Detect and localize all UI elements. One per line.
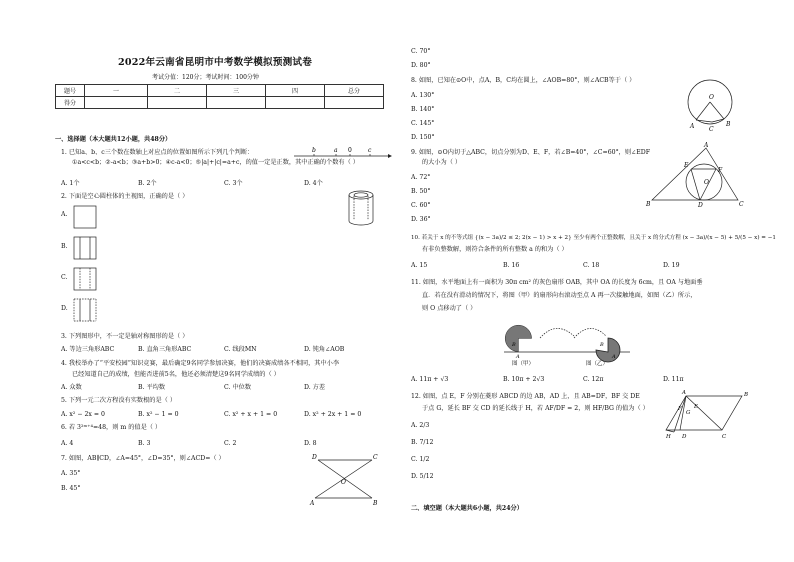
axis-label: a bbox=[334, 147, 338, 154]
option: D. 钝角∠AOB bbox=[304, 346, 345, 353]
option: B. 45° bbox=[61, 485, 81, 492]
point-label: A bbox=[310, 500, 315, 507]
table-cell bbox=[325, 97, 384, 109]
point-label: O bbox=[341, 479, 346, 486]
option: C. 3个 bbox=[224, 180, 243, 187]
question-10-line-2: 有非负整数解，则符合条件的所有整数 a 的和为（ ） bbox=[422, 246, 568, 253]
question-12: 12. 如图，点 E，F 分别在菱形 ABCD 的边 AB，AD 上，且 AB=DF，BF 交 DE bbox=[411, 393, 640, 400]
question-8: 8. 如图，已知在⊙O中，点A，B，C均在圆上，∠AOB=80°，则∠ACB等于（ ） bbox=[411, 77, 636, 84]
option: B. 10π + 2√3 bbox=[503, 376, 545, 383]
option-a-figure bbox=[72, 204, 98, 230]
option: B. 2个 bbox=[138, 180, 157, 187]
axis-label: c bbox=[368, 147, 372, 154]
point-label: E bbox=[684, 162, 689, 169]
axis-label: 0 bbox=[348, 147, 352, 154]
point-label: D bbox=[698, 202, 703, 209]
point-label: B bbox=[726, 121, 731, 128]
question-9-line-2: 的大小为（ ） bbox=[422, 159, 462, 166]
question-11: 11. 如图，水平地面上有一面积为 30π cm² 的灰色扇形 OAB，其中 OA 的长度为 6cm，且 OA 与地面垂 bbox=[411, 279, 703, 286]
option: B. 3 bbox=[138, 440, 151, 447]
question-4-line-2: 已经知道自己的成绩，但能否进前5名，他还必须清楚这9名同学成绩的（ ） bbox=[72, 371, 280, 378]
option-label: A. bbox=[61, 211, 68, 218]
table-row bbox=[56, 97, 384, 109]
option: A. 众数 bbox=[61, 384, 82, 391]
option: D. 5/12 bbox=[411, 473, 434, 480]
point-label: E bbox=[694, 404, 699, 410]
table-cell bbox=[207, 97, 266, 109]
option: D. 方差 bbox=[304, 384, 326, 391]
option-label: C. bbox=[61, 274, 68, 281]
option-c-figure bbox=[72, 266, 98, 292]
option: C. 70° bbox=[411, 48, 431, 55]
option: C. 1/2 bbox=[411, 456, 430, 463]
option: D. 36° bbox=[411, 216, 431, 223]
option: D. 150° bbox=[411, 134, 435, 141]
option: C. 12π bbox=[583, 376, 604, 383]
option: B. 140° bbox=[411, 106, 435, 113]
question-3: 3. 下列图形中，不一定是轴对称图形的是（ ） bbox=[61, 333, 189, 340]
option-label: D. bbox=[61, 305, 68, 312]
option: D. x² + 2x + 1 = 0 bbox=[304, 411, 362, 418]
point-label: B bbox=[744, 392, 749, 398]
point-label: A bbox=[690, 123, 695, 130]
parallel-lines-figure bbox=[310, 453, 380, 505]
score-table bbox=[55, 84, 384, 109]
question-5: 5. 下列一元二次方程没有实数根的是（ ） bbox=[61, 397, 177, 404]
point-label: D bbox=[312, 454, 317, 461]
point-label: B bbox=[512, 342, 516, 348]
question-4: 4. 我校举办了“平安校园”知识竞赛，最后确定9名同学参加决赛，他们的决赛成绩各不相同，其中小李 bbox=[61, 360, 340, 367]
option: A. 130° bbox=[411, 92, 435, 99]
question-1: 1. 已知a、b、c三个数在数轴上对应点的位置如图所示下列几个判断： bbox=[61, 149, 254, 156]
point-label: A bbox=[704, 142, 709, 149]
option-label: B. bbox=[61, 243, 68, 250]
option: C. 线段MN bbox=[224, 346, 257, 353]
option: D. 8 bbox=[304, 440, 317, 447]
point-label: C bbox=[373, 454, 378, 461]
point-label: F bbox=[718, 167, 723, 174]
rhombus-figure bbox=[660, 388, 750, 438]
option: A. 等边三角形ABC bbox=[61, 346, 115, 353]
option: C. 中位数 bbox=[224, 384, 252, 391]
table-cell bbox=[266, 97, 325, 109]
page-title: 2022年云南省昆明市中考数学模拟预测试卷 bbox=[118, 57, 312, 68]
table-cell: 二 bbox=[148, 85, 207, 97]
table-cell: 三 bbox=[207, 85, 266, 97]
question-2: 2. 下面是空心圆柱体的主视图，正确的是（ ） bbox=[61, 193, 189, 200]
rolling-sector-figure bbox=[504, 318, 634, 368]
point-label: A bbox=[612, 354, 616, 360]
point-label: B bbox=[646, 201, 651, 208]
option: A. 72° bbox=[411, 174, 431, 181]
option: B. x² − 1 = 0 bbox=[138, 411, 179, 418]
question-11-line-2: 直．若在没有滑动的情况下，将图（甲）的扇形向右滚动至点 A 再一次接触地面，如图（乙）所示， bbox=[422, 292, 697, 299]
number-line-figure bbox=[292, 144, 392, 164]
option: B. 16 bbox=[503, 262, 520, 269]
option: D. 80° bbox=[411, 62, 431, 69]
point-label: C bbox=[722, 434, 727, 440]
question-10: 10. 若关于 x 的不等式组 {(x − 3a)/2 ≤ 2; 2(x − 1) > x + 2} 至少有两个正整数解，且关于 x 的分式方程 (x − 3a)/(x − 5) + 5/(5 − x) = −1 bbox=[411, 235, 776, 241]
option: A. 11π + √3 bbox=[411, 376, 449, 383]
point-label: O bbox=[709, 94, 714, 101]
point-label: C bbox=[739, 201, 744, 208]
table-cell: 题号 bbox=[56, 85, 85, 97]
table-row bbox=[56, 85, 384, 97]
point-label: A bbox=[682, 390, 686, 396]
option-d-figure bbox=[72, 297, 98, 323]
table-cell bbox=[85, 97, 148, 109]
table-cell: 总分 bbox=[325, 85, 384, 97]
axis-label: b bbox=[312, 147, 316, 154]
figure-caption: 图（甲） bbox=[512, 361, 535, 367]
exam-info: 考试分值：120分；考试时间：100分钟 bbox=[152, 74, 259, 81]
point-label: A bbox=[516, 354, 520, 360]
option: A. 35° bbox=[61, 470, 81, 477]
option: C. 2 bbox=[224, 440, 237, 447]
option: C. 60° bbox=[411, 202, 431, 209]
point-label: D bbox=[682, 434, 687, 440]
option: D. 11π bbox=[663, 376, 684, 383]
option: D. 4个 bbox=[304, 180, 323, 187]
option-b-figure bbox=[72, 235, 98, 261]
option: A. x² − 2x = 0 bbox=[61, 411, 105, 418]
option: B. 直角三角形ABC bbox=[138, 346, 192, 353]
question-6: 6. 若 3²ᵐ⁺⁴=48，则 m 的值是（ ） bbox=[61, 424, 162, 431]
question-11-line-3: 则 O 点移动了（ ） bbox=[422, 305, 477, 312]
point-label: B bbox=[373, 500, 378, 507]
point-label: F bbox=[678, 406, 682, 412]
option: A. 1个 bbox=[61, 180, 80, 187]
question-12-line-2: 于点 G，延长 BF 交 CD 的延长线于 H，若 AF/DF = 2，则 HF/BG 的值为（ ） bbox=[422, 405, 649, 412]
hollow-cylinder-figure bbox=[344, 189, 378, 229]
section-heading: 一、选择题（本大题共12小题，共48分） bbox=[55, 136, 172, 143]
option: A. 15 bbox=[411, 262, 428, 269]
option: A. 4 bbox=[61, 440, 74, 447]
point-label: G bbox=[686, 410, 691, 416]
figure-caption: 图（乙） bbox=[586, 361, 609, 367]
table-cell bbox=[148, 97, 207, 109]
option: C. 145° bbox=[411, 120, 435, 127]
point-label: H bbox=[666, 434, 671, 440]
point-label: C bbox=[709, 126, 714, 133]
section-heading: 二、填空题（本大题共6小题，共24分） bbox=[411, 505, 523, 512]
circle-figure bbox=[684, 78, 740, 134]
point-label: O bbox=[704, 179, 709, 186]
option: B. 50° bbox=[411, 188, 431, 195]
point-label: B bbox=[600, 342, 604, 348]
option: D. 19 bbox=[663, 262, 680, 269]
question-1-items: ①a<c<b；②-a<b；③a+b>0；④c-a<0；⑤|a|+|c|=a+c，的值一定是正数，其中正确的个数有（ ） bbox=[72, 159, 359, 166]
question-7: 7. 如图，AB∥CD，∠A=45°，∠D=35°，则∠ACD=（ ） bbox=[61, 455, 225, 462]
option: B. 平均数 bbox=[138, 384, 166, 391]
option: C. x² + x + 1 = 0 bbox=[224, 411, 278, 418]
option: C. 18 bbox=[583, 262, 600, 269]
option: B. 7/12 bbox=[411, 439, 434, 446]
table-cell: 一 bbox=[85, 85, 148, 97]
question-9: 9. 如图，⊙O内切于△ABC，切点分别为D、E、F，若∠B=40°，∠C=60°，则∠EDF bbox=[411, 149, 650, 156]
table-cell: 四 bbox=[266, 85, 325, 97]
incircle-triangle-figure bbox=[646, 142, 746, 208]
option: A. 2/3 bbox=[411, 422, 430, 429]
table-cell: 得分 bbox=[56, 97, 85, 109]
